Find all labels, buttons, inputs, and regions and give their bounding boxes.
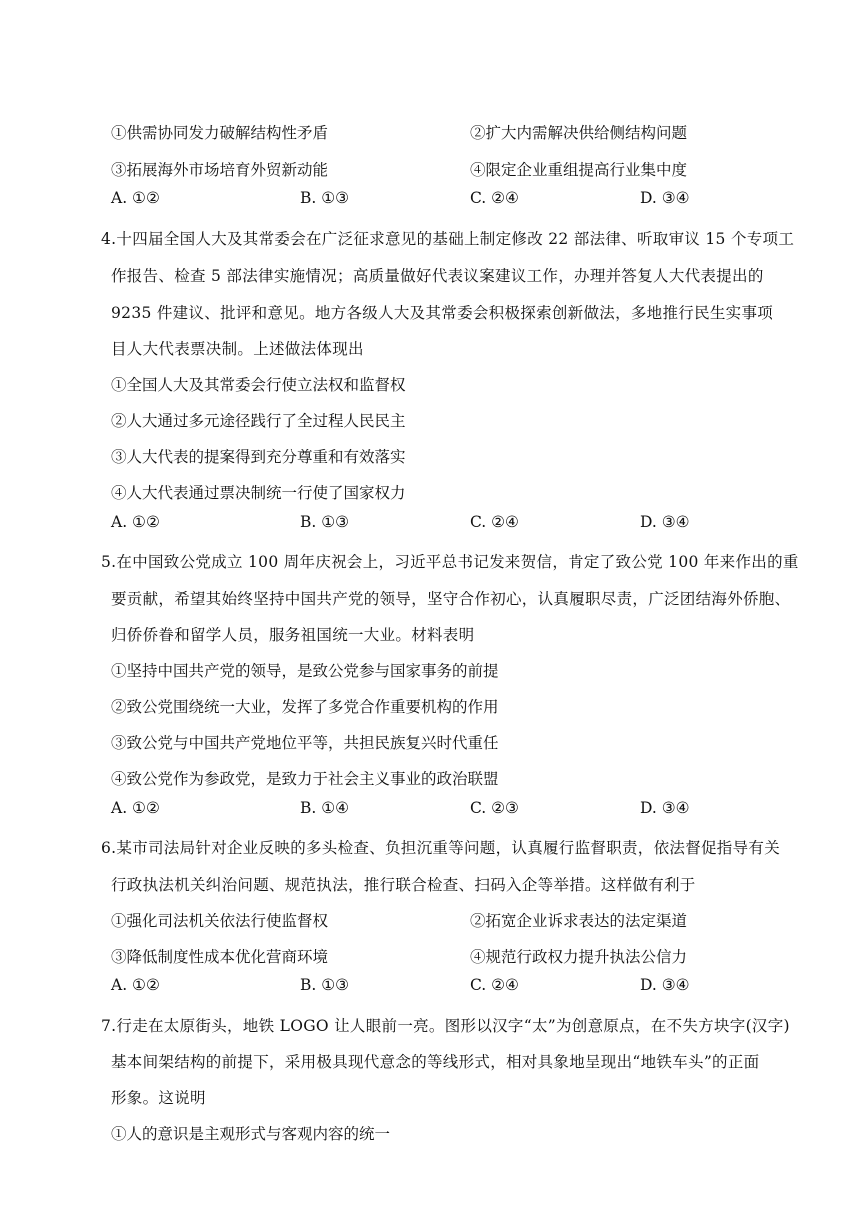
q7-option-1: ①人的意识是主观形式与客观内容的统一 bbox=[111, 1125, 391, 1143]
q5-option-2: ②致公党围绕统一大业，发挥了多党合作重要机构的作用 bbox=[111, 698, 499, 716]
q4-option-3: ③人大代表的提案得到充分尊重和有效落实 bbox=[111, 448, 406, 466]
q4-choice-c: C. ②④ bbox=[470, 513, 519, 531]
q6-option-1: ①强化司法机关依法行使监督权 bbox=[111, 912, 329, 930]
q6-option-4: ④规范行政权力提升执法公信力 bbox=[470, 948, 688, 966]
q4-stem-line-4: 目人大代表票决制。上述做法体现出 bbox=[111, 340, 364, 358]
q5-choice-a: A. ①② bbox=[111, 799, 160, 817]
q3-choice-d: D. ③④ bbox=[640, 189, 690, 207]
q4-stem-line-1: 4.十四届全国人大及其常委会在广泛征求意见的基础上制定修改 22 部法律、听取审议 15 个专项工 bbox=[101, 230, 795, 248]
q4-choice-b: B. ①③ bbox=[300, 513, 350, 531]
q4-option-2: ②人大通过多元途径践行了全过程人民民主 bbox=[111, 412, 406, 430]
q4-choice-d: D. ③④ bbox=[640, 513, 690, 531]
q3-option-3: ③拓展海外市场培育外贸新动能 bbox=[111, 161, 329, 179]
q5-stem-line-3: 归侨侨眷和留学人员，服务祖国统一大业。材料表明 bbox=[111, 626, 475, 644]
q5-choice-d: D. ③④ bbox=[640, 799, 690, 817]
q6-choice-b: B. ①③ bbox=[300, 976, 350, 994]
q5-stem-line-2: 要贡献，希望其始终坚持中国共产党的领导，坚守合作初心，认真履职尽责，广泛团结海外侨胞、 bbox=[111, 590, 791, 608]
q7-stem-line-3: 形象。这说明 bbox=[111, 1089, 206, 1107]
q6-choice-c: C. ②④ bbox=[470, 976, 519, 994]
q4-stem-line-2: 作报告、检查 5 部法律实施情况；高质量做好代表议案建议工作，办理并答复人大代表提出的 bbox=[111, 267, 764, 285]
q5-choice-c: C. ②③ bbox=[470, 799, 519, 817]
q4-option-1: ①全国人大及其常委会行使立法权和监督权 bbox=[111, 376, 406, 394]
q5-stem-line-1: 5.在中国致公党成立 100 周年庆祝会上，习近平总书记发来贺信，肯定了致公党 100 年来作出的重 bbox=[101, 553, 799, 571]
q5-option-3: ③致公党与中国共产党地位平等，共担民族复兴时代重任 bbox=[111, 734, 499, 752]
q6-choice-a: A. ①② bbox=[111, 976, 160, 994]
q5-option-4: ④致公党作为参政党，是致力于社会主义事业的政治联盟 bbox=[111, 770, 499, 788]
q3-choice-c: C. ②④ bbox=[470, 189, 519, 207]
q6-option-3: ③降低制度性成本优化营商环境 bbox=[111, 948, 329, 966]
q4-stem-line-3: 9235 件建议、批评和意见。地方各级人大及其常委会积极探索创新做法，多地推行民生实事项 bbox=[111, 304, 774, 322]
q6-stem-line-1: 6.某市司法局针对企业反映的多头检查、负担沉重等问题，认真履行监督职责，依法督促指导有关 bbox=[101, 839, 780, 857]
q5-option-1: ①坚持中国共产党的领导，是致公党参与国家事务的前提 bbox=[111, 662, 499, 680]
q5-choice-b: B. ①④ bbox=[300, 799, 350, 817]
q3-option-4: ④限定企业重组提高行业集中度 bbox=[470, 161, 688, 179]
q6-choice-d: D. ③④ bbox=[640, 976, 690, 994]
q3-choice-b: B. ①③ bbox=[300, 189, 350, 207]
q6-stem-line-2: 行政执法机关纠治问题、规范执法，推行联合检查、扫码入企等举措。这样做有利于 bbox=[111, 876, 696, 894]
q6-option-2: ②拓宽企业诉求表达的法定渠道 bbox=[470, 912, 688, 930]
q3-option-2: ②扩大内需解决供给侧结构问题 bbox=[470, 124, 688, 142]
q3-choice-a: A. ①② bbox=[111, 189, 160, 207]
q4-option-4: ④人大代表通过票决制统一行使了国家权力 bbox=[111, 484, 406, 502]
q4-choice-a: A. ①② bbox=[111, 513, 160, 531]
q3-option-1: ①供需协同发力破解结构性矛盾 bbox=[111, 124, 329, 142]
q7-stem-line-1: 7.行走在太原街头，地铁 LOGO 让人眼前一亮。图形以汉字“太”为创意原点，在不失方块字(汉字) bbox=[101, 1017, 790, 1035]
q7-stem-line-2: 基本间架结构的前提下，采用极具现代意念的等线形式，相对具象地呈现出“地铁车头”的正面 bbox=[111, 1053, 760, 1071]
